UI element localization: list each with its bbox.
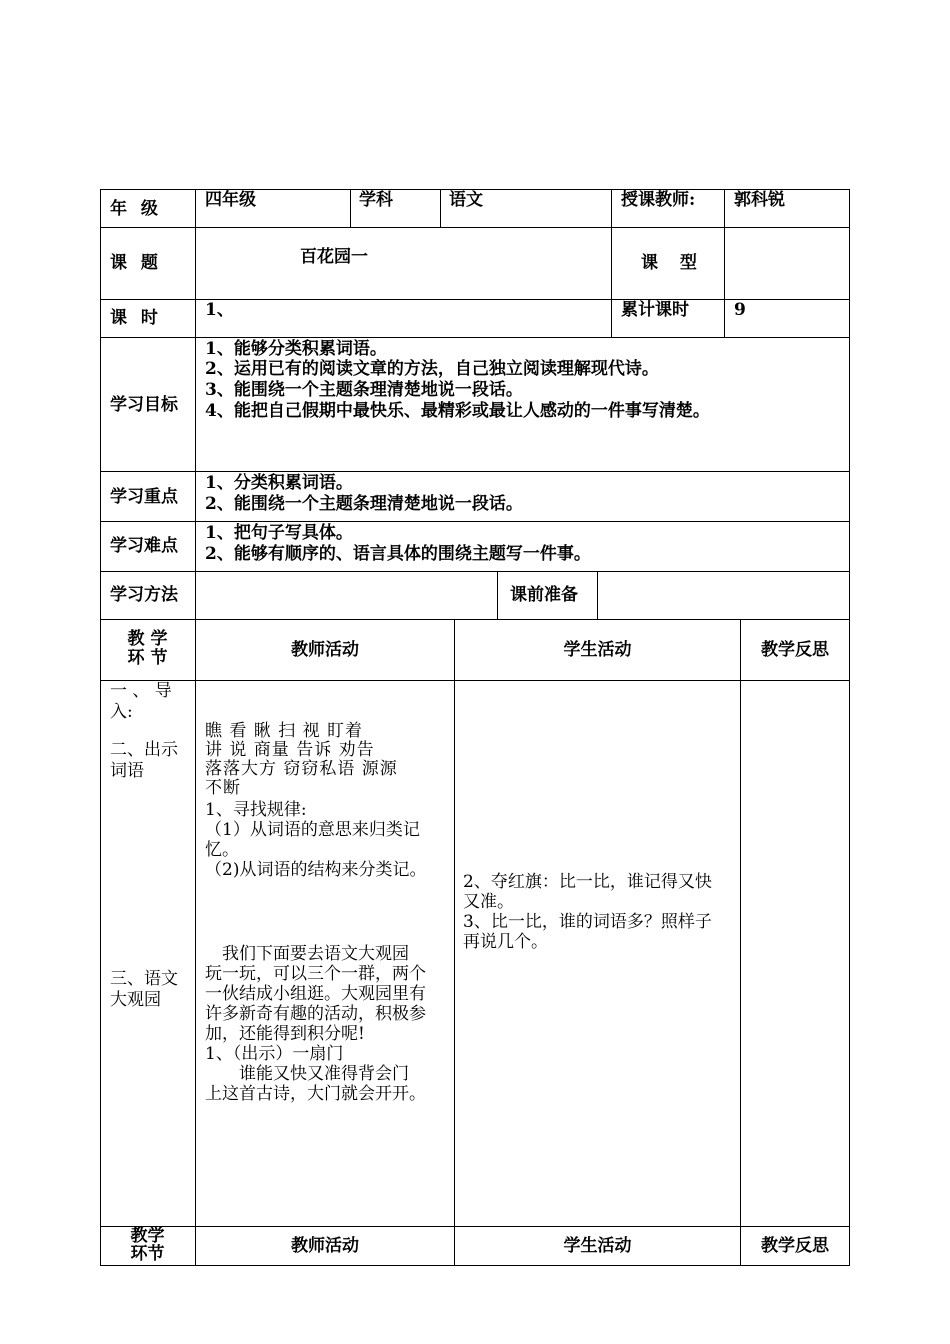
key-point-item: 2、能围绕一个主题条理清楚地说一段话。 — [205, 494, 523, 514]
prep-label: 课前准备 — [510, 585, 578, 605]
student-activity-footer: 学生活动 — [563, 1236, 632, 1256]
teacher-activity-rules: 1、寻找规律: （1）从词语的意思来归类记 忆。 （2)从词语的结构来分类记。 — [205, 800, 427, 880]
reflection-header: 教学反思 — [761, 640, 829, 660]
stage-intro: 一 、 导 入: — [110, 681, 172, 722]
reflection-footer: 教学反思 — [761, 1236, 829, 1256]
period-value: 1、 — [205, 300, 234, 320]
stage-chinese-garden: 三、语文 大观园 — [110, 969, 178, 1010]
stage-footer: 教学 环节 — [130, 1226, 165, 1264]
teacher-activity-header: 教师活动 — [291, 640, 359, 660]
rule — [100, 471, 850, 472]
rule — [611, 189, 612, 338]
objective-item: 1、能够分类积累词语。 — [205, 339, 387, 359]
objective-item: 3、能围绕一个主题条理清楚地说一段话。 — [205, 380, 523, 400]
teacher-label: 授课教师: — [621, 190, 696, 210]
teacher-activity-garden: 我们下面要去语文大观园 玩一玩，可以三个一群，两个 一伙结成小组逛。大观园里有 许多新奇有趣的活动，积极参 加，还能得到积分呢! 1、（出示）一扇门 谁能又快又准得背会门 上这首古诗，大门就会开开。 — [205, 944, 426, 1104]
rule — [454, 619, 455, 1266]
rule — [100, 1265, 850, 1266]
rule — [849, 189, 850, 1266]
rule — [724, 189, 725, 338]
grade-label: 年 级 — [110, 199, 162, 219]
teacher-activity-footer: 教师活动 — [291, 1236, 359, 1256]
rule — [597, 571, 598, 620]
rule — [740, 619, 741, 1266]
rule — [100, 680, 850, 681]
rule — [350, 189, 351, 228]
key-points-label: 学习重点 — [110, 487, 178, 507]
key-point-item: 1、分类积累词语。 — [205, 473, 353, 493]
cumulative-value: 9 — [734, 300, 746, 320]
stage-show-words: 二、出示 词语 — [110, 740, 178, 781]
difficulty-item: 1、把句子写具体。 — [205, 523, 353, 543]
topic-value: 百花园一 — [300, 247, 368, 267]
student-activity: 2、夺红旗：比一比，谁记得又快 又准。 3、比一比，谁的词语多？照样子 再说几个。 — [463, 872, 712, 952]
lesson-type-label: 课 型 — [641, 253, 705, 273]
stage-header: 教 学 环 节 — [127, 629, 168, 668]
period-label: 课 时 — [110, 308, 162, 328]
student-activity-header: 学生活动 — [563, 640, 632, 660]
topic-label: 课 题 — [110, 253, 162, 273]
rule — [100, 1226, 850, 1227]
rule — [100, 521, 850, 522]
rule — [100, 337, 850, 338]
word-list: 瞧 看 瞅 扫 视 盯着 讲 说 商量 告诉 劝告 落落大方 窃窃私语 源源 不断 — [205, 721, 398, 798]
rule — [100, 571, 850, 572]
cumulative-label: 累计课时 — [621, 300, 689, 320]
objectives-label: 学习目标 — [110, 395, 178, 415]
rule — [195, 189, 196, 1266]
rule — [100, 227, 850, 228]
rule — [100, 189, 101, 1266]
difficulty-item: 2、能够有顺序的、语言具体的围绕主题写一件事。 — [205, 544, 591, 564]
subject-value: 语文 — [449, 190, 483, 210]
rule — [440, 189, 441, 228]
rule — [100, 619, 850, 620]
rule — [497, 571, 498, 620]
objective-item: 2、运用已有的阅读文章的方法，自己独立阅读理解现代诗。 — [205, 359, 659, 379]
method-label: 学习方法 — [110, 585, 178, 605]
difficulties-label: 学习难点 — [110, 536, 178, 556]
teacher-value: 郭科锐 — [734, 190, 785, 210]
grade-value: 四年级 — [205, 190, 256, 210]
objective-item: 4、能把自己假期中最快乐、最精彩或最让人感动的一件事写清楚。 — [205, 401, 710, 421]
subject-label: 学科 — [359, 190, 393, 210]
